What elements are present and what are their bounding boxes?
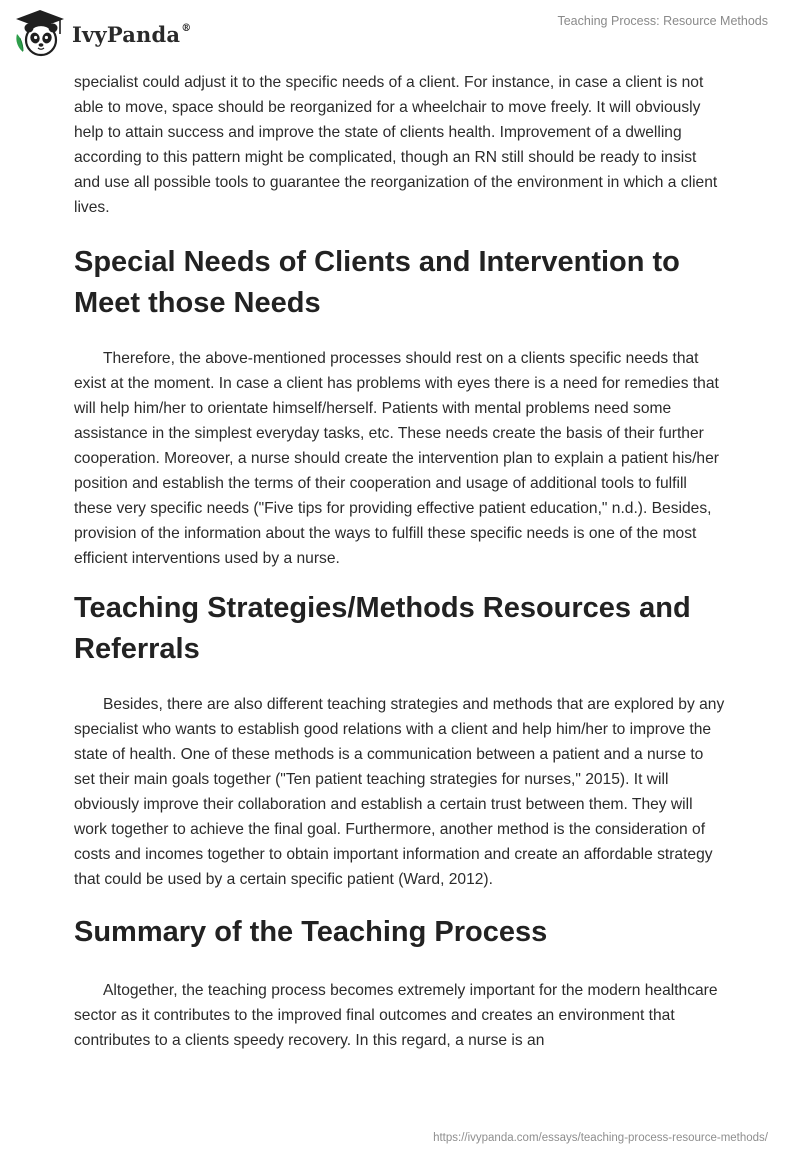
article-body [74,70,726,1053]
document-title: Teaching Process: Resource Methods [557,14,768,28]
brand-name: IvyPanda® [72,21,192,47]
page-header [0,0,800,70]
section-heading: Summary of the Teaching Process [74,916,548,948]
panda-graduate-icon [14,8,66,58]
paragraph: Therefore, the above-mentioned processes should rest on a clients specific needs that exist at the moment. In case a client has problems with eyes there is a need for remedies that will help him/her to orientate himself/herself. Patients with mental problems need some assistance in the simplest everyday tasks, etc. These needs create the basis of their further cooperation. Moreover, a nurse should create the intervention plan to explain a patient his/her position and establish the terms of their cooperation and usage of additional tools to fulfill these very specific needs ("Five tips for providing effective patient education," n.d.). Besides, provision of the information about the ways to fulfill these specific needs is one of the most efficient interventions used by a nurse. [74,350,719,567]
brand-logo-link[interactable] [14,8,191,58]
section-heading: Special Needs of Clients and Intervention to Meet those Needs [74,246,680,319]
paragraph: specialist could adjust it to the specific needs of a client. For instance, in case a client is not able to move, space should be reorganized for a wheelchair to move freely. It will obviously help to attain success and improve the state of clients health. Improvement of a dwelling according to this pattern might be complicated, though an RN still should be ready to insist and use all possible tools to guarantee the reorganization of the environment in which a client lives. [74,74,718,216]
source-url-link[interactable]: https://ivypanda.com/essays/teaching-process-resource-methods/ [433,1132,768,1144]
section-heading: Teaching Strategies/Methods Resources and Referrals [74,592,691,665]
paragraph: Besides, there are also different teaching strategies and methods that are explored by any specialist who wants to establish good relations with a client and help him/her to improve the state of health. One of these methods is a communication between a patient and a nurse to set their main goals together ("Ten patient teaching strategies for nurses," 2015). It will obviously improve their collaboration and establish a certain trust between them. They will work together to achieve the final goal. Furthermore, another method is the consideration of costs and incomes together to obtain important information and create an affordable strategy that could be used by a certain specific patient (Ward, 2012). [74,696,725,888]
paragraph: Altogether, the teaching process becomes extremely important for the modern healthcare sector as it contributes to the improved final outcomes and creates an environment that contributes to a clients speedy recovery. In this regard, a nurse is an [74,982,718,1049]
